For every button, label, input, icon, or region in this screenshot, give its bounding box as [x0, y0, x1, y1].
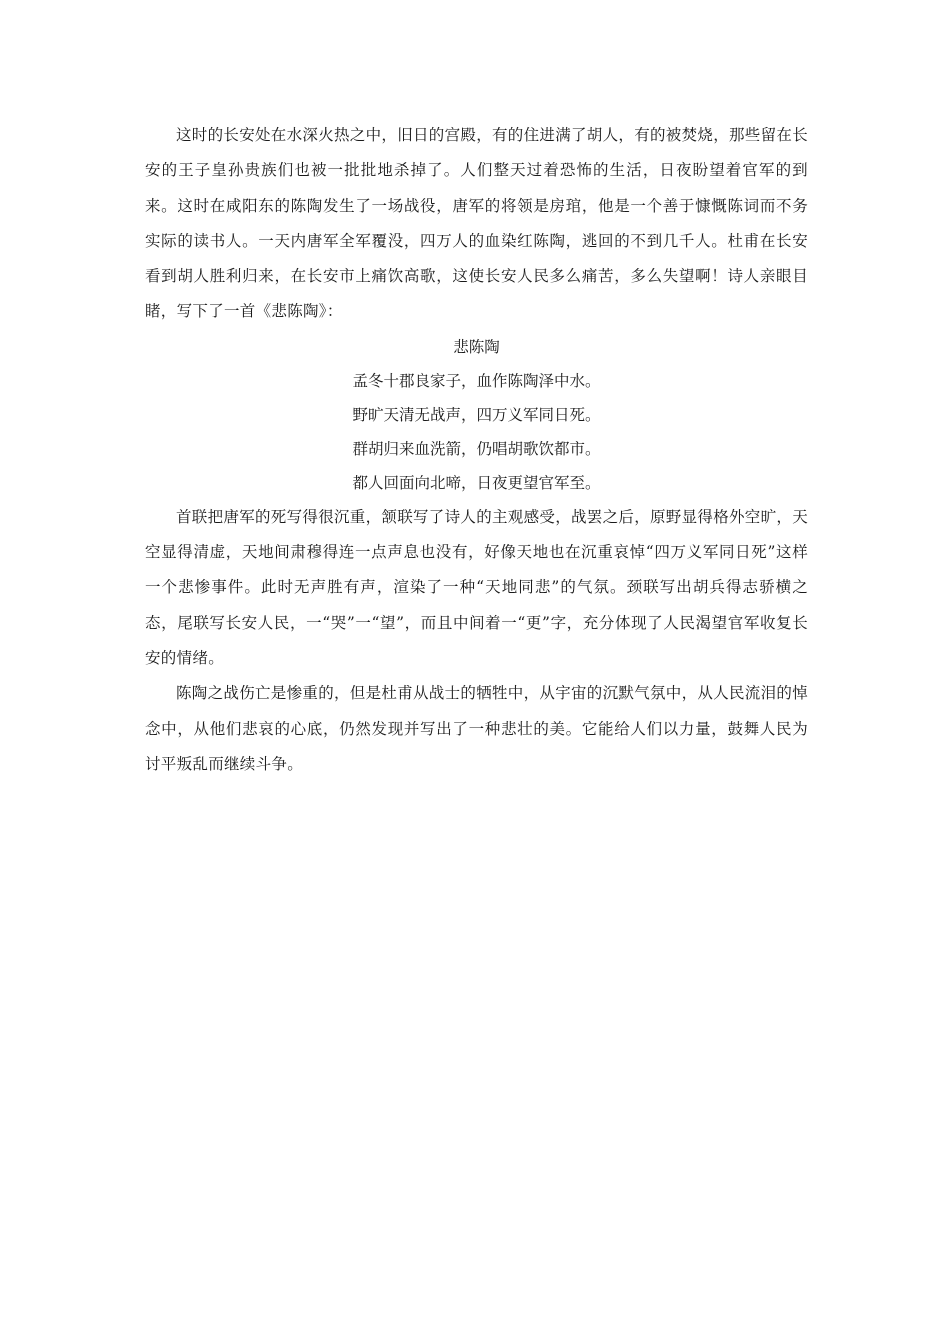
document-page: [145, 118, 808, 782]
poem-title: 悲陈陶: [453, 337, 500, 356]
poem-line-4: 都人回面向北啼，日夜更望官军至。: [352, 473, 601, 492]
poem-line-2: 野旷天清无战声，四万义军同日死。: [352, 405, 601, 424]
poem-line-1: 孟冬十郡良家子，血作陈陶泽中水。: [352, 371, 601, 390]
paragraph-analysis: 首联把唐军的死写得很沉重，颔联写了诗人的主观感受，战罢之后，原野显得格外空旷，天空显得清虚，天地间肃穆得连一点声息也没有，好像天地也在沉重哀悼“四万义军同日死”这样一个悲惨事件。此时无声胜有声，渲染了一种“天地同悲”的气氛。颈联写出胡兵得志骄横之态，尾联写长安人民，一“哭”一“望”，而且中间着一“更”字，充分体现了人民渴望官军收复长安的情绪。: [145, 507, 809, 667]
poem-block: [145, 330, 808, 500]
poem-line-3: 群胡归来血洗箭，仍唱胡歌饮都市。: [352, 439, 601, 458]
paragraph-conclusion: 陈陶之战伤亡是惨重的，但是杜甫从战士的牺牲中，从宇宙的沉默气氛中，从人民流泪的悼念中，从他们悲哀的心底，仍然发现并写出了一种悲壮的美。它能给人们以力量，鼓舞人民为讨平叛乱而继续斗争。: [145, 684, 809, 773]
paragraph-intro: 这时的长安处在水深火热之中，旧日的宫殿，有的住进满了胡人，有的被焚烧，那些留在长安的王子皇孙贵族们也被一批批地杀掉了。人们整天过着恐怖的生活，日夜盼望着官军的到来。这时在咸阳东的陈陶发生了一场战役，唐军的将领是房琯，他是一个善于慷慨陈词而不务实际的读书人。一天内唐军全军覆没，四万人的血染红陈陶，逃回的不到几千人。杜甫在长安看到胡人胜利归来，在长安市上痛饮高歌，这使长安人民多么痛苦，多么失望啊！诗人亲眼目睹，写下了一首《悲陈陶》：: [145, 126, 809, 321]
